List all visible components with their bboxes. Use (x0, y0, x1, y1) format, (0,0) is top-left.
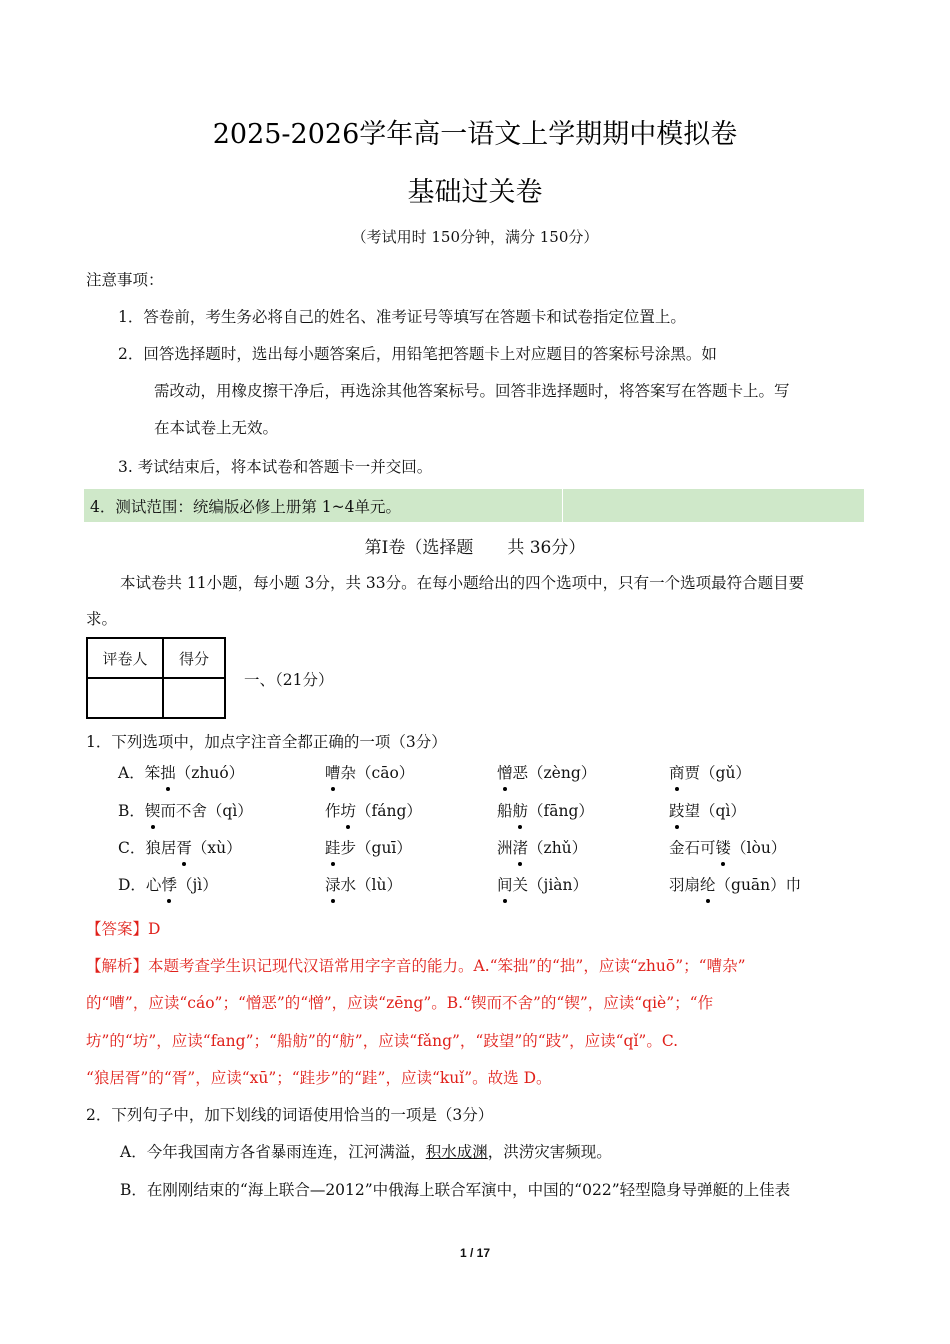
q1-option-C-1: C．狼居胥（xù） (118, 836, 242, 858)
dotted-char: 胥 (176, 836, 192, 858)
notice-item-3: 3. 考试结束后，将本试卷和答题卡一并交回。 (118, 458, 433, 476)
dotted-char: 间 (497, 873, 513, 895)
q1-analysis-line1: 【解析】本题考查学生识记现代汉语常用字字音的能力。A.“笨拙”的“拙”，应读“zhuō”；“嘈杂” (86, 957, 746, 975)
q1-option-A-4: 商贾（gǔ） (669, 761, 751, 783)
q1-option-B-2: 作坊（fáng） (325, 799, 422, 821)
q1-analysis-line4: “狼居胥”的“胥”，应读“xū”；“跬步”的“跬”，应读“kuǐ”。故选 D。 (86, 1069, 552, 1087)
exam-info: （考试用时 150分钟，满分 150分） (351, 228, 599, 246)
q2-underlined-phrase: 积水成渊 (425, 1143, 488, 1161)
q1-analysis-line2: 的“嘈”，应读“cáo”；“憎恶”的“憎”，应读“zēng”。B.“锲而不舍”的“锲”，应读“qiè”；“作 (86, 994, 714, 1012)
q2-option-a: A．今年我国南方各省暴雨连连，江河满溢，积水成渊，洪涝灾害频现。 (120, 1143, 612, 1161)
q1-option-A-3: 憎恶（zèng） (497, 761, 596, 783)
section-intro-line2: 求。 (86, 610, 118, 628)
exam-subtitle: 基础过关卷 (407, 177, 543, 208)
dotted-char: 跬 (325, 836, 341, 858)
q1-answer: 【答案】D (86, 920, 161, 938)
page-number: 1 / 17 (459, 1246, 491, 1260)
q1-option-B-3: 船舫（fāng） (497, 799, 594, 821)
notice-item-2-line1: 2．回答选择题时，选出每小题答案后，用铅笔把答题卡上对应题目的答案标号涂黑。如 (118, 345, 717, 363)
dotted-char: 商 (669, 761, 685, 783)
q1-option-C-2: 跬步（guī） (325, 836, 412, 858)
dotted-char: 锲 (145, 799, 161, 821)
exam-title: 2025-2026学年高一语文上学期期中模拟卷 (212, 119, 738, 150)
dotted-char: 舫 (513, 799, 529, 821)
notice-item-4: 4．测试范围：统编版必修上册第 1~4单元。 (90, 498, 402, 516)
grader-label: 评卷人 (87, 638, 163, 678)
q1-option-D-2: 渌水（lù） (325, 873, 402, 895)
q1-analysis-line3: 坊”的“坊”，应读“fang”；“船舫”的“舫”，应读“fǎng”，“跂望”的“跂”，应读“qǐ”。C. (86, 1032, 679, 1050)
part-label: 一、（21分） (244, 671, 334, 689)
dotted-char: 渚 (513, 836, 529, 858)
q1-option-D-4: 羽扇纶（guān）巾 (669, 873, 801, 895)
dotted-char: 坊 (341, 799, 357, 821)
dotted-char: 憎 (497, 761, 513, 783)
dotted-char: 悸 (161, 873, 177, 895)
q2-option-b: B．在刚刚结束的“海上联合—2012”中俄海上联合军演中，中国的“022”轻型隐身导弹艇的上佳表 (120, 1181, 791, 1199)
q1-option-D-1: D．心悸（jì） (118, 873, 218, 895)
dotted-char: 嘈 (325, 761, 341, 783)
grading-table (86, 637, 226, 719)
notice-item-2-line3: 在本试卷上无效。 (154, 419, 279, 437)
q1-option-B-1: B．锲而不舍（qì） (118, 799, 253, 821)
dotted-char: 镂 (716, 836, 732, 858)
dotted-char: 纶 (700, 873, 716, 895)
q1-option-C-4: 金石可镂（lòu） (669, 836, 786, 858)
score-cell[interactable] (163, 678, 225, 718)
test-scope-bar (84, 489, 864, 522)
notice-heading: 注意事项： (86, 271, 164, 289)
q1-option-A-2: 嘈杂（cāo） (325, 761, 414, 783)
q1-option-A-1: A．笨拙（zhuó） (118, 761, 244, 783)
grader-cell[interactable] (87, 678, 163, 718)
analysis-label: 【解析】 (86, 957, 149, 975)
dotted-char: 渌 (325, 873, 341, 895)
section-intro-line1: 本试卷共 11小题，每小题 3分，共 33分。在每小题给出的四个选项中，只有一个选项最符合题目要 (120, 574, 805, 592)
section-title: 第Ⅰ卷（选择题 共 36分） (364, 538, 586, 558)
score-label: 得分 (163, 638, 225, 678)
dotted-char: 拙 (160, 761, 176, 783)
q1-option-B-4: 跂望（qì） (669, 799, 746, 821)
q2-stem: 2．下列句子中，加下划线的词语使用恰当的一项是（3分） (86, 1106, 494, 1124)
q1-option-C-3: 洲渚（zhǔ） (497, 836, 587, 858)
notice-item-2-line2: 需改动，用橡皮擦干净后，再选涂其他答案标号。回答非选择题时，将答案写在答题卡上。写 (154, 382, 790, 400)
q1-stem: 1．下列选项中，加点字注音全都正确的一项（3分） (86, 733, 447, 751)
notice-item-1: 1．答卷前，考生务必将自己的姓名、准考证号等填写在答题卡和试卷指定位置上。 (118, 308, 686, 326)
dotted-char: 跂 (669, 799, 685, 821)
q1-option-D-3: 间关（jiàn） (497, 873, 588, 895)
